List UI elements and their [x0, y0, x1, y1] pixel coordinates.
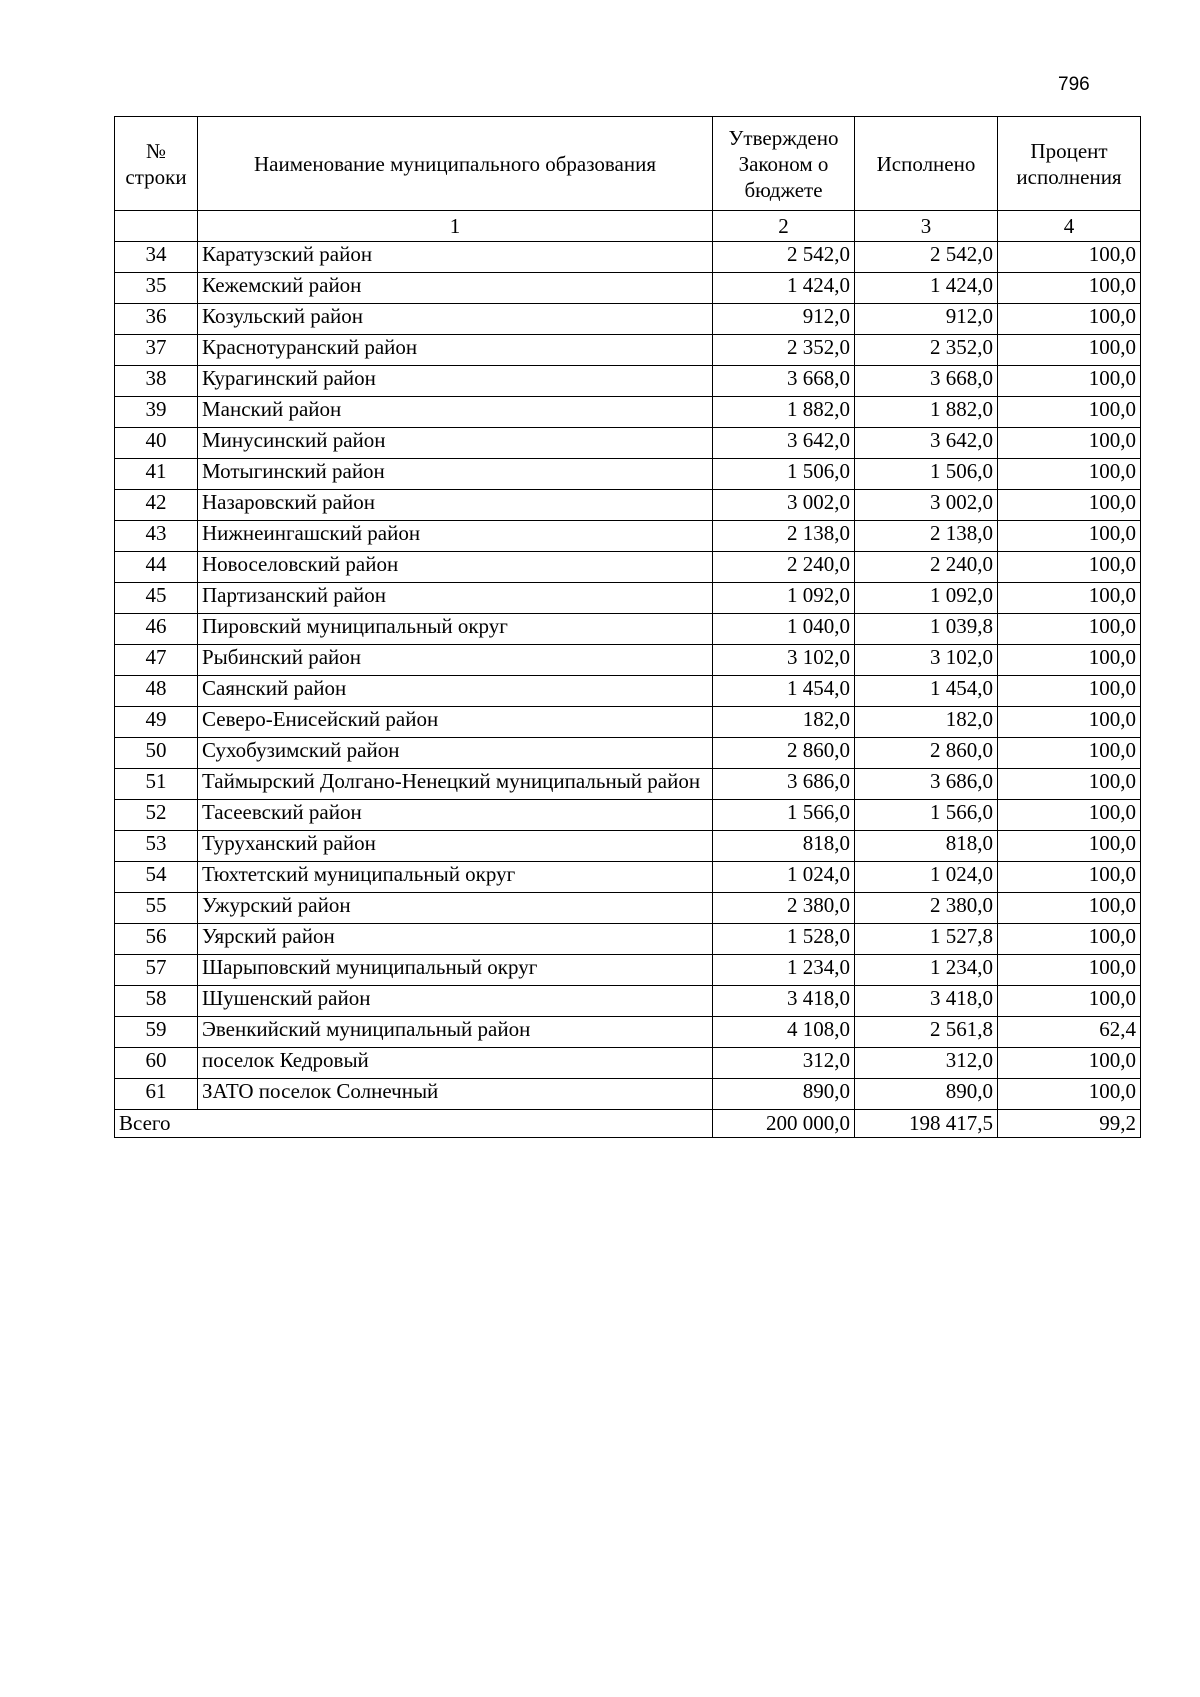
executed-cell: 1 424,0: [855, 273, 998, 304]
municipality-name-cell: Козульский район: [198, 304, 713, 335]
percent-cell: 100,0: [998, 614, 1141, 645]
table-row: [115, 1017, 1141, 1048]
percent-cell: 100,0: [998, 676, 1141, 707]
executed-cell: 2 561,8: [855, 1017, 998, 1048]
executed-cell: 3 642,0: [855, 428, 998, 459]
row-number-cell: 41: [115, 459, 198, 490]
row-number-cell: 43: [115, 521, 198, 552]
column-number: 1: [198, 211, 713, 242]
approved-cell: 3 418,0: [713, 986, 855, 1017]
executed-cell: 912,0: [855, 304, 998, 335]
percent-cell: 100,0: [998, 893, 1141, 924]
approved-cell: 1 528,0: [713, 924, 855, 955]
percent-cell: 100,0: [998, 769, 1141, 800]
row-number-cell: 51: [115, 769, 198, 800]
municipality-name-cell: Новоселовский район: [198, 552, 713, 583]
municipality-name-cell: Манский район: [198, 397, 713, 428]
column-number-row: [115, 211, 1141, 242]
executed-cell: 818,0: [855, 831, 998, 862]
executed-cell: 3 102,0: [855, 645, 998, 676]
municipality-name-cell: Эвенкийский муниципальный район: [198, 1017, 713, 1048]
row-number-cell: 53: [115, 831, 198, 862]
percent-cell: 100,0: [998, 862, 1141, 893]
header-executed: Исполнено: [855, 117, 998, 211]
header-percent: Процент исполнения: [998, 117, 1141, 211]
percent-cell: 100,0: [998, 428, 1141, 459]
approved-cell: 1 882,0: [713, 397, 855, 428]
percent-cell: 100,0: [998, 1079, 1141, 1110]
municipality-name-cell: Тюхтетский муниципальный округ: [198, 862, 713, 893]
percent-cell: 100,0: [998, 955, 1141, 986]
percent-cell: 100,0: [998, 583, 1141, 614]
row-number-cell: 42: [115, 490, 198, 521]
approved-cell: 1 040,0: [713, 614, 855, 645]
executed-cell: 1 039,8: [855, 614, 998, 645]
approved-cell: 182,0: [713, 707, 855, 738]
row-number-cell: 38: [115, 366, 198, 397]
executed-cell: 1 024,0: [855, 862, 998, 893]
percent-cell: 100,0: [998, 459, 1141, 490]
executed-cell: 1 882,0: [855, 397, 998, 428]
approved-cell: 3 668,0: [713, 366, 855, 397]
percent-cell: 100,0: [998, 552, 1141, 583]
row-number-cell: 45: [115, 583, 198, 614]
executed-cell: 2 380,0: [855, 893, 998, 924]
row-number-cell: 52: [115, 800, 198, 831]
row-number-cell: 37: [115, 335, 198, 366]
table-row: [115, 955, 1141, 986]
municipality-name-cell: Таймырский Долгано-Ненецкий муниципальный район: [198, 769, 713, 800]
total-label: Всего: [115, 1110, 713, 1138]
table-row: [115, 676, 1141, 707]
row-number-cell: 55: [115, 893, 198, 924]
municipality-name-cell: Партизанский район: [198, 583, 713, 614]
approved-cell: 2 352,0: [713, 335, 855, 366]
table-row: [115, 707, 1141, 738]
row-number-cell: 56: [115, 924, 198, 955]
budget-table: [114, 116, 1141, 1138]
executed-cell: 182,0: [855, 707, 998, 738]
table-row: [115, 304, 1141, 335]
municipality-name-cell: Минусинский район: [198, 428, 713, 459]
approved-cell: 1 454,0: [713, 676, 855, 707]
percent-cell: 100,0: [998, 490, 1141, 521]
row-number-cell: 39: [115, 397, 198, 428]
table-row: [115, 769, 1141, 800]
row-number-cell: 59: [115, 1017, 198, 1048]
executed-cell: 3 668,0: [855, 366, 998, 397]
table-row: [115, 614, 1141, 645]
municipality-name-cell: Нижнеингашский район: [198, 521, 713, 552]
table-row: [115, 862, 1141, 893]
column-number: 4: [998, 211, 1141, 242]
header-row-number: № строки: [115, 117, 198, 211]
table-row: [115, 831, 1141, 862]
table-row: [115, 800, 1141, 831]
percent-cell: 100,0: [998, 1048, 1141, 1079]
row-number-cell: 40: [115, 428, 198, 459]
approved-cell: 818,0: [713, 831, 855, 862]
percent-cell: 100,0: [998, 986, 1141, 1017]
header-name: Наименование муниципального образования: [198, 117, 713, 211]
municipality-name-cell: Уярский район: [198, 924, 713, 955]
approved-cell: 2 542,0: [713, 242, 855, 273]
table-row: [115, 552, 1141, 583]
municipality-name-cell: поселок Кедровый: [198, 1048, 713, 1079]
percent-cell: 100,0: [998, 335, 1141, 366]
row-number-cell: 61: [115, 1079, 198, 1110]
table-row: [115, 738, 1141, 769]
executed-cell: 3 002,0: [855, 490, 998, 521]
approved-cell: 1 024,0: [713, 862, 855, 893]
table-row: [115, 986, 1141, 1017]
percent-cell: 100,0: [998, 738, 1141, 769]
table-row: [115, 521, 1141, 552]
executed-cell: 2 860,0: [855, 738, 998, 769]
row-number-cell: 57: [115, 955, 198, 986]
executed-cell: 1 527,8: [855, 924, 998, 955]
percent-cell: 100,0: [998, 242, 1141, 273]
approved-cell: 1 092,0: [713, 583, 855, 614]
percent-cell: 62,4: [998, 1017, 1141, 1048]
table-row: [115, 242, 1141, 273]
executed-cell: 1 234,0: [855, 955, 998, 986]
approved-cell: 2 138,0: [713, 521, 855, 552]
executed-cell: 3 686,0: [855, 769, 998, 800]
row-number-cell: 46: [115, 614, 198, 645]
municipality-name-cell: Каратузский район: [198, 242, 713, 273]
approved-cell: 1 424,0: [713, 273, 855, 304]
table-row: [115, 459, 1141, 490]
approved-cell: 3 642,0: [713, 428, 855, 459]
municipality-name-cell: Курагинский район: [198, 366, 713, 397]
executed-cell: 312,0: [855, 1048, 998, 1079]
approved-cell: 1 566,0: [713, 800, 855, 831]
row-number-cell: 35: [115, 273, 198, 304]
row-number-cell: 47: [115, 645, 198, 676]
column-number: 3: [855, 211, 998, 242]
percent-cell: 100,0: [998, 304, 1141, 335]
municipality-name-cell: Мотыгинский район: [198, 459, 713, 490]
approved-cell: 2 860,0: [713, 738, 855, 769]
approved-cell: 4 108,0: [713, 1017, 855, 1048]
table-row: [115, 335, 1141, 366]
executed-cell: 1 506,0: [855, 459, 998, 490]
table-row: [115, 893, 1141, 924]
approved-cell: 3 102,0: [713, 645, 855, 676]
table-row: [115, 1079, 1141, 1110]
total-row: [115, 1110, 1141, 1138]
header-row: [115, 117, 1141, 211]
column-number: 2: [713, 211, 855, 242]
executed-cell: 1 566,0: [855, 800, 998, 831]
executed-cell: 3 418,0: [855, 986, 998, 1017]
row-number-cell: 54: [115, 862, 198, 893]
percent-cell: 100,0: [998, 924, 1141, 955]
approved-cell: 3 686,0: [713, 769, 855, 800]
total-percent: 99,2: [998, 1110, 1141, 1138]
percent-cell: 100,0: [998, 800, 1141, 831]
row-number-cell: 50: [115, 738, 198, 769]
row-number-cell: 34: [115, 242, 198, 273]
total-approved: 200 000,0: [713, 1110, 855, 1138]
row-number-cell: 60: [115, 1048, 198, 1079]
executed-cell: 1 454,0: [855, 676, 998, 707]
municipality-name-cell: Саянский район: [198, 676, 713, 707]
municipality-name-cell: Ужурский район: [198, 893, 713, 924]
executed-cell: 2 542,0: [855, 242, 998, 273]
approved-cell: 1 506,0: [713, 459, 855, 490]
approved-cell: 2 240,0: [713, 552, 855, 583]
header-approved: Утверждено Законом о бюджете: [713, 117, 855, 211]
percent-cell: 100,0: [998, 366, 1141, 397]
row-number-cell: 48: [115, 676, 198, 707]
table-row: [115, 366, 1141, 397]
approved-cell: 1 234,0: [713, 955, 855, 986]
municipality-name-cell: ЗАТО поселок Солнечный: [198, 1079, 713, 1110]
municipality-name-cell: Назаровский район: [198, 490, 713, 521]
row-number-cell: 49: [115, 707, 198, 738]
municipality-name-cell: Шарыповский муниципальный округ: [198, 955, 713, 986]
percent-cell: 100,0: [998, 707, 1141, 738]
column-number-empty: [115, 211, 198, 242]
total-executed: 198 417,5: [855, 1110, 998, 1138]
percent-cell: 100,0: [998, 831, 1141, 862]
table-row: [115, 924, 1141, 955]
percent-cell: 100,0: [998, 521, 1141, 552]
municipality-name-cell: Шушенский район: [198, 986, 713, 1017]
table-row: [115, 583, 1141, 614]
municipality-name-cell: Пировский муниципальный округ: [198, 614, 713, 645]
table-row: [115, 397, 1141, 428]
executed-cell: 2 240,0: [855, 552, 998, 583]
municipality-name-cell: Краснотуранский район: [198, 335, 713, 366]
table-row: [115, 428, 1141, 459]
table-row: [115, 1048, 1141, 1079]
page-number: 796: [1058, 74, 1090, 95]
row-number-cell: 44: [115, 552, 198, 583]
row-number-cell: 58: [115, 986, 198, 1017]
executed-cell: 2 138,0: [855, 521, 998, 552]
municipality-name-cell: Тасеевский район: [198, 800, 713, 831]
approved-cell: 912,0: [713, 304, 855, 335]
approved-cell: 312,0: [713, 1048, 855, 1079]
percent-cell: 100,0: [998, 397, 1141, 428]
executed-cell: 2 352,0: [855, 335, 998, 366]
municipality-name-cell: Сухобузимский район: [198, 738, 713, 769]
table-row: [115, 273, 1141, 304]
executed-cell: 890,0: [855, 1079, 998, 1110]
approved-cell: 3 002,0: [713, 490, 855, 521]
row-number-cell: 36: [115, 304, 198, 335]
municipality-name-cell: Северо-Енисейский район: [198, 707, 713, 738]
percent-cell: 100,0: [998, 645, 1141, 676]
municipality-name-cell: Рыбинский район: [198, 645, 713, 676]
executed-cell: 1 092,0: [855, 583, 998, 614]
approved-cell: 890,0: [713, 1079, 855, 1110]
approved-cell: 2 380,0: [713, 893, 855, 924]
municipality-name-cell: Туруханский район: [198, 831, 713, 862]
table-row: [115, 645, 1141, 676]
table-row: [115, 490, 1141, 521]
municipality-name-cell: Кежемский район: [198, 273, 713, 304]
percent-cell: 100,0: [998, 273, 1141, 304]
